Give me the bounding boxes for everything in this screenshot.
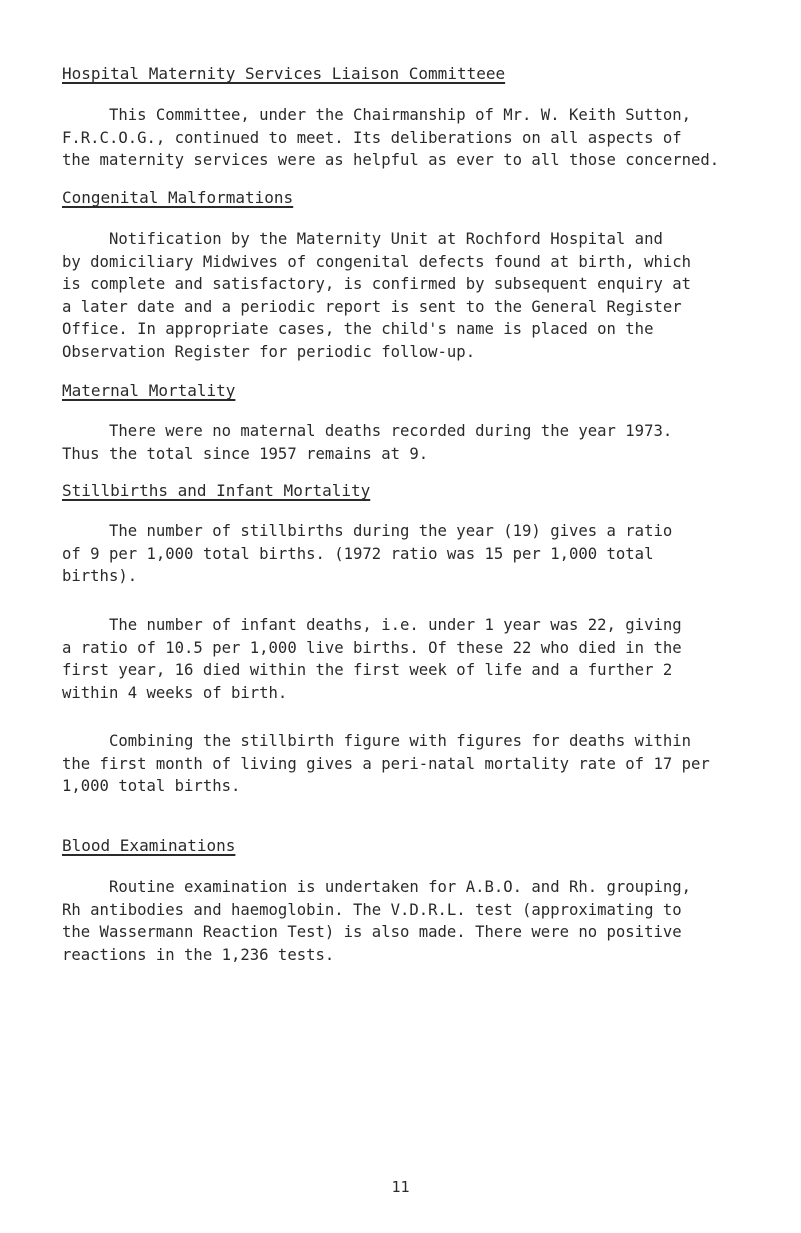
heading-maternal-mortality: Maternal Mortality: [62, 381, 236, 400]
paragraph-maternal-mortality: There were no maternal deaths recorded during the year 1973. Thus the total since 1957 remains at 9.: [62, 422, 673, 463]
heading-blood-examinations: Blood Examinations: [62, 836, 236, 855]
paragraph-congenital-malformations: Notification by the Maternity Unit at Rochford Hospital and by domiciliary Midwives of congenital defects found at birth, which is complete and satisfactory, is confirmed by subsequent enquiry at a later date and a periodic report is sent to the General Register Office. In appropriate cases, the child's name is placed on the Observation Register for periodic follow-up.: [62, 230, 692, 361]
paragraph-infant-deaths: The number of infant deaths, i.e. under 1 year was 22, giving a ratio of 10.5 per 1,000 live births. Of these 22 who died in the first year, 16 died within the first week of life and a further 2 within 4 weeks of birth.: [62, 616, 682, 702]
paragraph-stillbirths: The number of stillbirths during the year (19) gives a ratio of 9 per 1,000 total births. (1972 ratio was 15 per 1,000 total births).: [62, 522, 673, 585]
page-number: 11: [391, 1178, 410, 1196]
heading-liaison-committee: Hospital Maternity Services Liaison Committeee: [62, 64, 506, 83]
paragraph-liaison-committee: This Committee, under the Chairmanship of Mr. W. Keith Sutton, F.R.C.O.G., continued to meet. Its deliberations on all aspects of the maternity services were as helpful as ever to all those concerned.: [62, 106, 720, 169]
paragraph-blood-examinations: Routine examination is undertaken for A.B.O. and Rh. grouping, Rh antibodies and haemoglobin. The V.D.R.L. test (approximating to the Wassermann Reaction Test) is also made. There were no positive reactions in the 1,236 tests.: [62, 878, 692, 964]
heading-congenital-malformations: Congenital Malformations: [62, 188, 294, 207]
paragraph-perinatal-mortality: Combining the stillbirth figure with figures for deaths within the first month of living gives a peri-natal mortality rate of 17 per 1,000 total births.: [62, 732, 710, 795]
heading-stillbirths-infant-mortality: Stillbirths and Infant Mortality: [62, 481, 371, 500]
